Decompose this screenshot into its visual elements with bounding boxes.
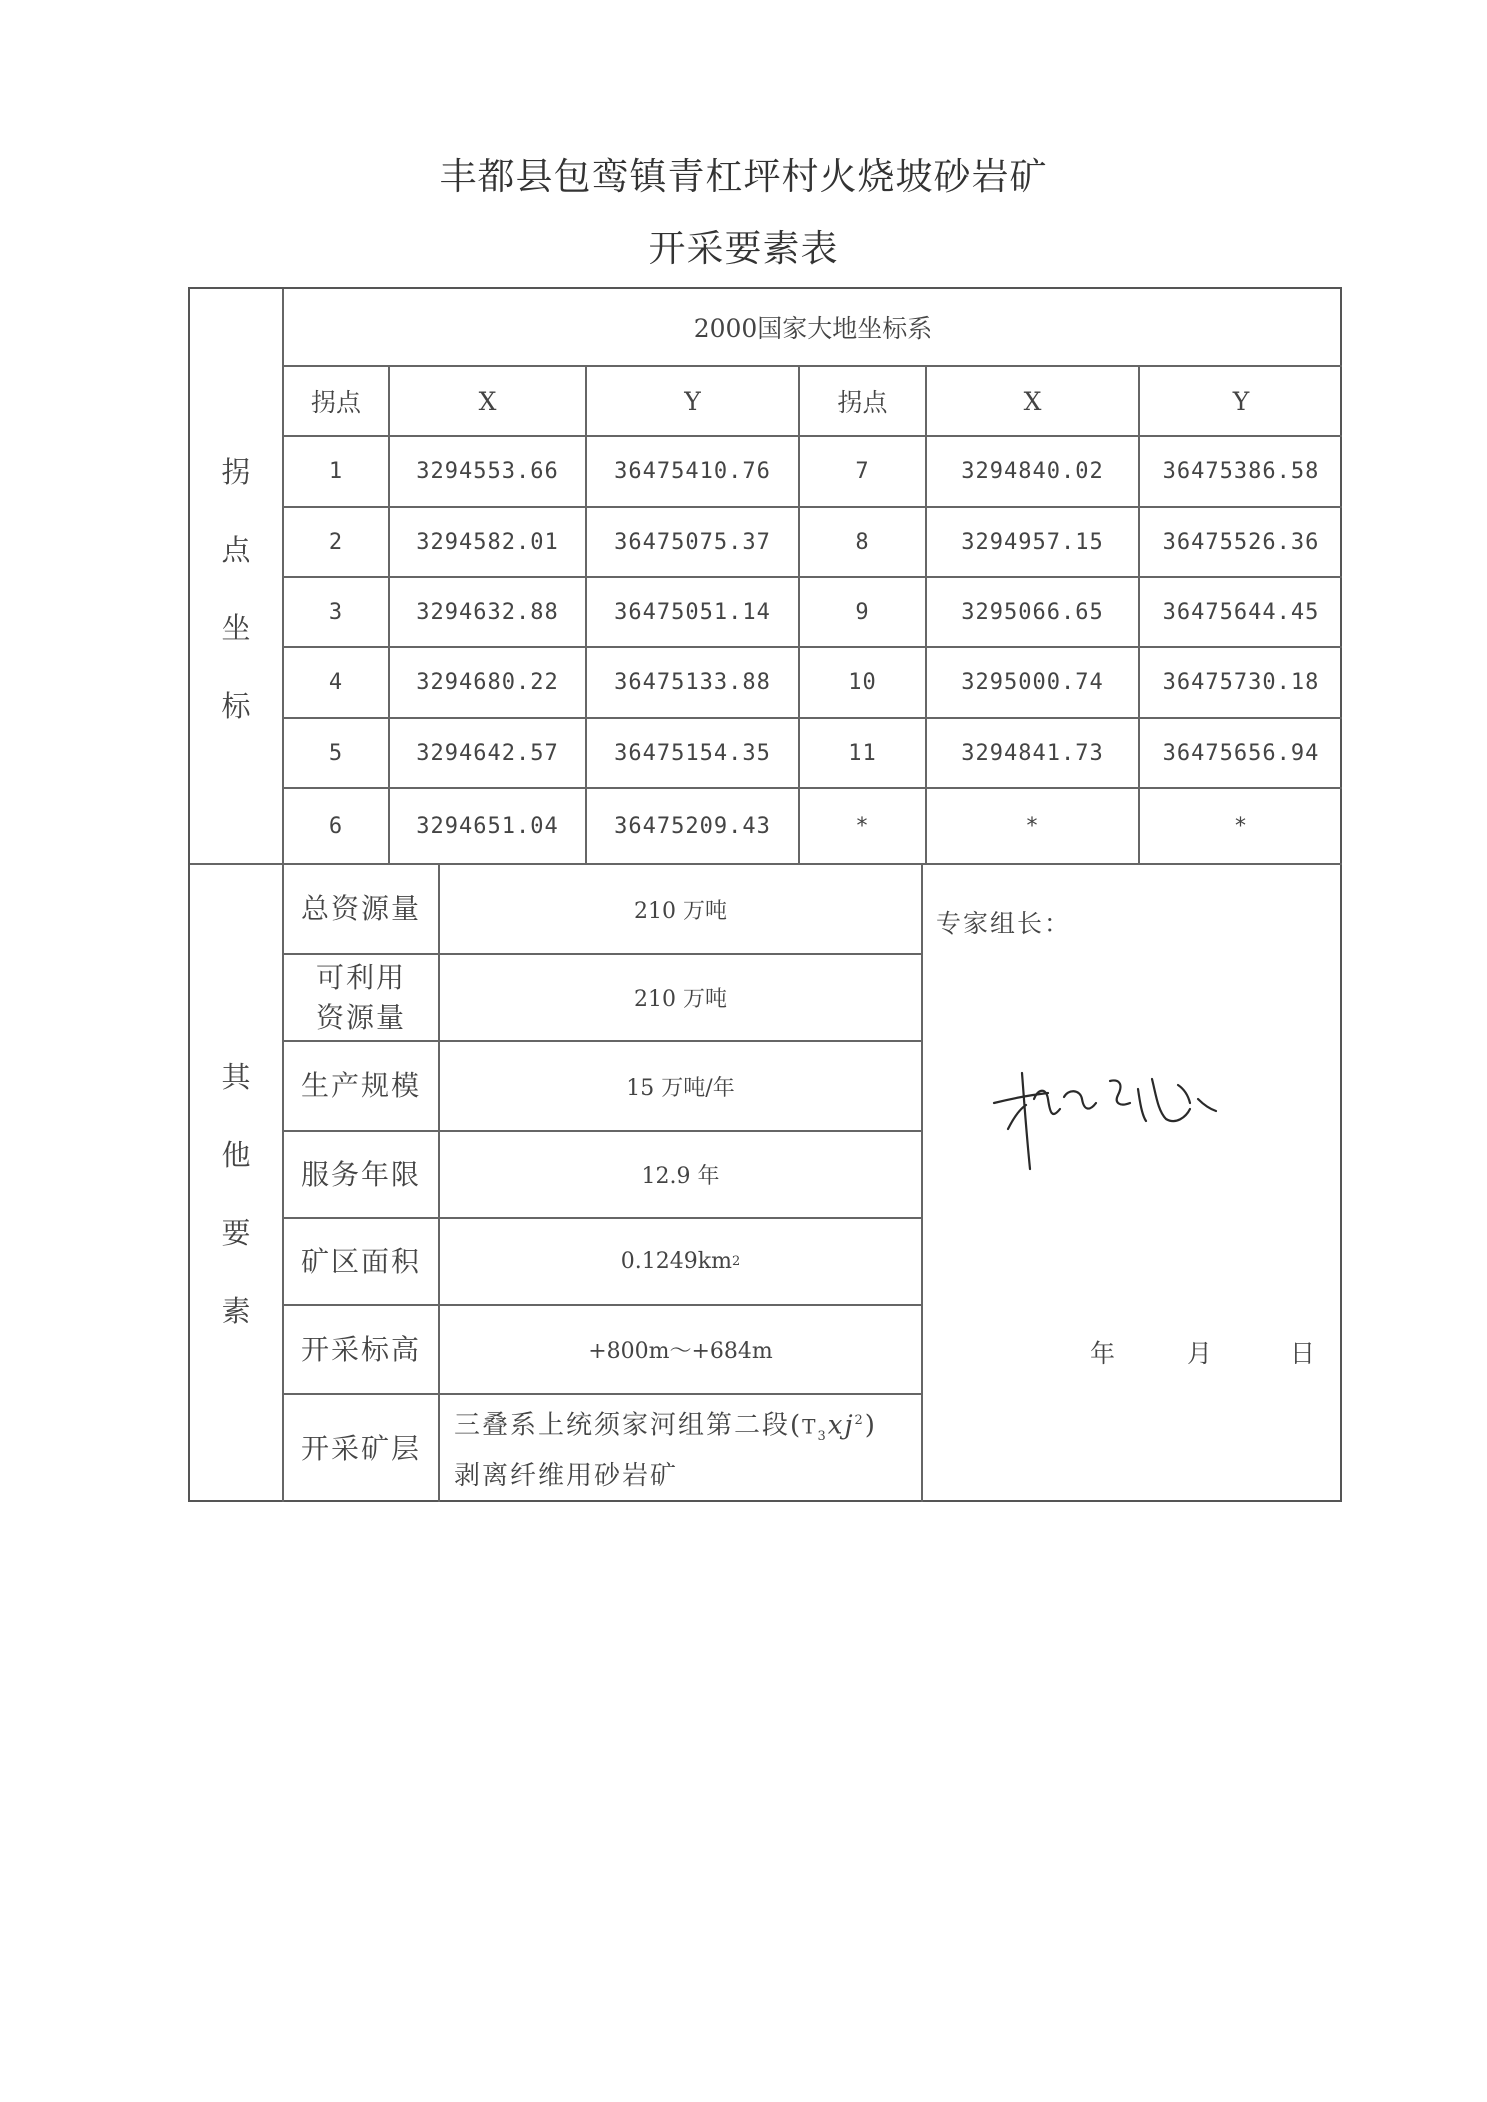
label-production-scale: 生产规模 xyxy=(300,1069,421,1102)
point-y: 36475051.14 xyxy=(614,599,771,625)
point-no: 2 xyxy=(328,529,344,555)
label-usable-resources xyxy=(284,955,438,1040)
point-x: * xyxy=(1025,813,1040,839)
col-header-y: Y xyxy=(684,386,701,416)
label-char: 拐 xyxy=(221,455,251,489)
area-unit-exponent: 2 xyxy=(731,1254,741,1269)
mining-layer-line1 xyxy=(454,1401,877,1457)
col-header-point: 拐点 xyxy=(837,388,888,417)
label-service-life: 服务年限 xyxy=(300,1157,421,1191)
col-header-point: 拐点 xyxy=(310,388,361,417)
date-day: 日 xyxy=(1289,1339,1315,1368)
date-month: 月 xyxy=(1186,1339,1212,1368)
point-x: 3294841.73 xyxy=(961,740,1104,766)
point-y: 36475209.43 xyxy=(614,813,771,839)
expert-leader-label: 专家组长： xyxy=(936,909,1072,938)
value-mining-area xyxy=(440,1219,921,1304)
point-no: 11 xyxy=(848,740,877,766)
document-title: 丰都县包鸾镇青杠坪村火烧坡砂岩矿 xyxy=(439,155,1048,198)
col-header-y: Y xyxy=(1232,386,1250,416)
point-y: 36475386.58 xyxy=(1162,459,1320,484)
point-y: 36475656.94 xyxy=(1162,740,1320,766)
mining-elements-table xyxy=(188,287,1342,1502)
point-x: 3295066.65 xyxy=(961,599,1104,625)
label-total-resources: 总资源量 xyxy=(300,892,421,925)
coord-system-header: 2000国家大地坐标系 xyxy=(693,314,933,343)
formula-symbol: T xyxy=(802,1414,818,1439)
section-label-other-elements xyxy=(190,1024,282,1364)
label-char: 坐 xyxy=(221,611,251,645)
value-mining-elevation: +800m～+684m xyxy=(588,1339,773,1364)
label-char: 标 xyxy=(221,689,251,723)
col-header-x: X xyxy=(1023,386,1042,416)
label-line: 资源量 xyxy=(315,1000,406,1034)
point-no: 8 xyxy=(855,529,870,555)
document-subtitle: 开采要素表 xyxy=(648,227,839,270)
point-x: 3294553.66 xyxy=(416,459,559,484)
mining-layer-line2: 剥离纤维用砂岩矿 xyxy=(454,1461,679,1492)
point-y: 36475644.45 xyxy=(1162,599,1320,625)
point-y: 36475154.35 xyxy=(614,740,771,766)
label-char: 其 xyxy=(221,1060,251,1094)
label-char: 他 xyxy=(221,1138,251,1172)
point-x: 3294651.04 xyxy=(416,813,559,839)
value-production-scale: 15 万吨/年 xyxy=(626,1075,735,1101)
point-y: 36475730.18 xyxy=(1162,670,1320,695)
point-y: 36475526.36 xyxy=(1162,529,1320,555)
layer-text: 三叠系上统须家河组第二段( xyxy=(454,1410,803,1441)
col-header-x: X xyxy=(478,386,497,416)
label-mining-layer: 开采矿层 xyxy=(300,1431,421,1465)
point-x: 3294582.01 xyxy=(416,529,559,555)
layer-text: ) xyxy=(864,1410,877,1441)
signature xyxy=(990,1059,1220,1179)
point-no: 3 xyxy=(328,599,344,625)
point-no: 9 xyxy=(855,599,870,625)
point-y: 36475410.76 xyxy=(614,459,771,484)
label-char: 要 xyxy=(221,1216,251,1250)
value-mining-layer xyxy=(440,1395,921,1502)
value-usable-resources: 210 万吨 xyxy=(634,987,727,1012)
point-x: 3295000.74 xyxy=(961,670,1104,695)
date-year: 年 xyxy=(1090,1339,1116,1368)
label-mining-elevation: 开采标高 xyxy=(300,1332,421,1366)
point-no: 4 xyxy=(328,670,344,695)
point-x: 3294632.88 xyxy=(416,599,559,625)
value-service-life: 12.9 年 xyxy=(641,1164,720,1189)
point-no: 6 xyxy=(328,813,344,839)
label-char: 点 xyxy=(221,533,251,567)
label-char: 素 xyxy=(221,1294,251,1328)
value-total-resources: 210 万吨 xyxy=(634,898,727,924)
point-no: 5 xyxy=(328,740,344,766)
point-y: 36475133.88 xyxy=(614,670,771,695)
point-no: 1 xyxy=(328,459,344,484)
point-x: 3294680.22 xyxy=(416,670,559,695)
area-value: 0.1249km xyxy=(620,1249,732,1274)
formula-symbol: x xyxy=(827,1410,845,1441)
date-line xyxy=(1090,1334,1315,1370)
point-y: 36475075.37 xyxy=(614,529,771,555)
formula-symbol: j xyxy=(844,1410,855,1441)
point-no: * xyxy=(855,813,870,839)
formula-superscript: 2 xyxy=(854,1412,865,1428)
point-x: 3294957.15 xyxy=(961,529,1104,555)
label-mining-area: 矿区面积 xyxy=(300,1244,421,1278)
point-y: * xyxy=(1233,813,1249,839)
label-line: 可利用 xyxy=(315,960,406,994)
section-label-coordinates xyxy=(190,419,282,759)
point-no: 7 xyxy=(855,459,870,484)
point-x: 3294840.02 xyxy=(961,459,1104,484)
point-x: 3294642.57 xyxy=(416,740,559,766)
formula-subscript: 3 xyxy=(817,1428,828,1444)
divider xyxy=(921,863,923,1502)
point-no: 10 xyxy=(848,670,877,695)
